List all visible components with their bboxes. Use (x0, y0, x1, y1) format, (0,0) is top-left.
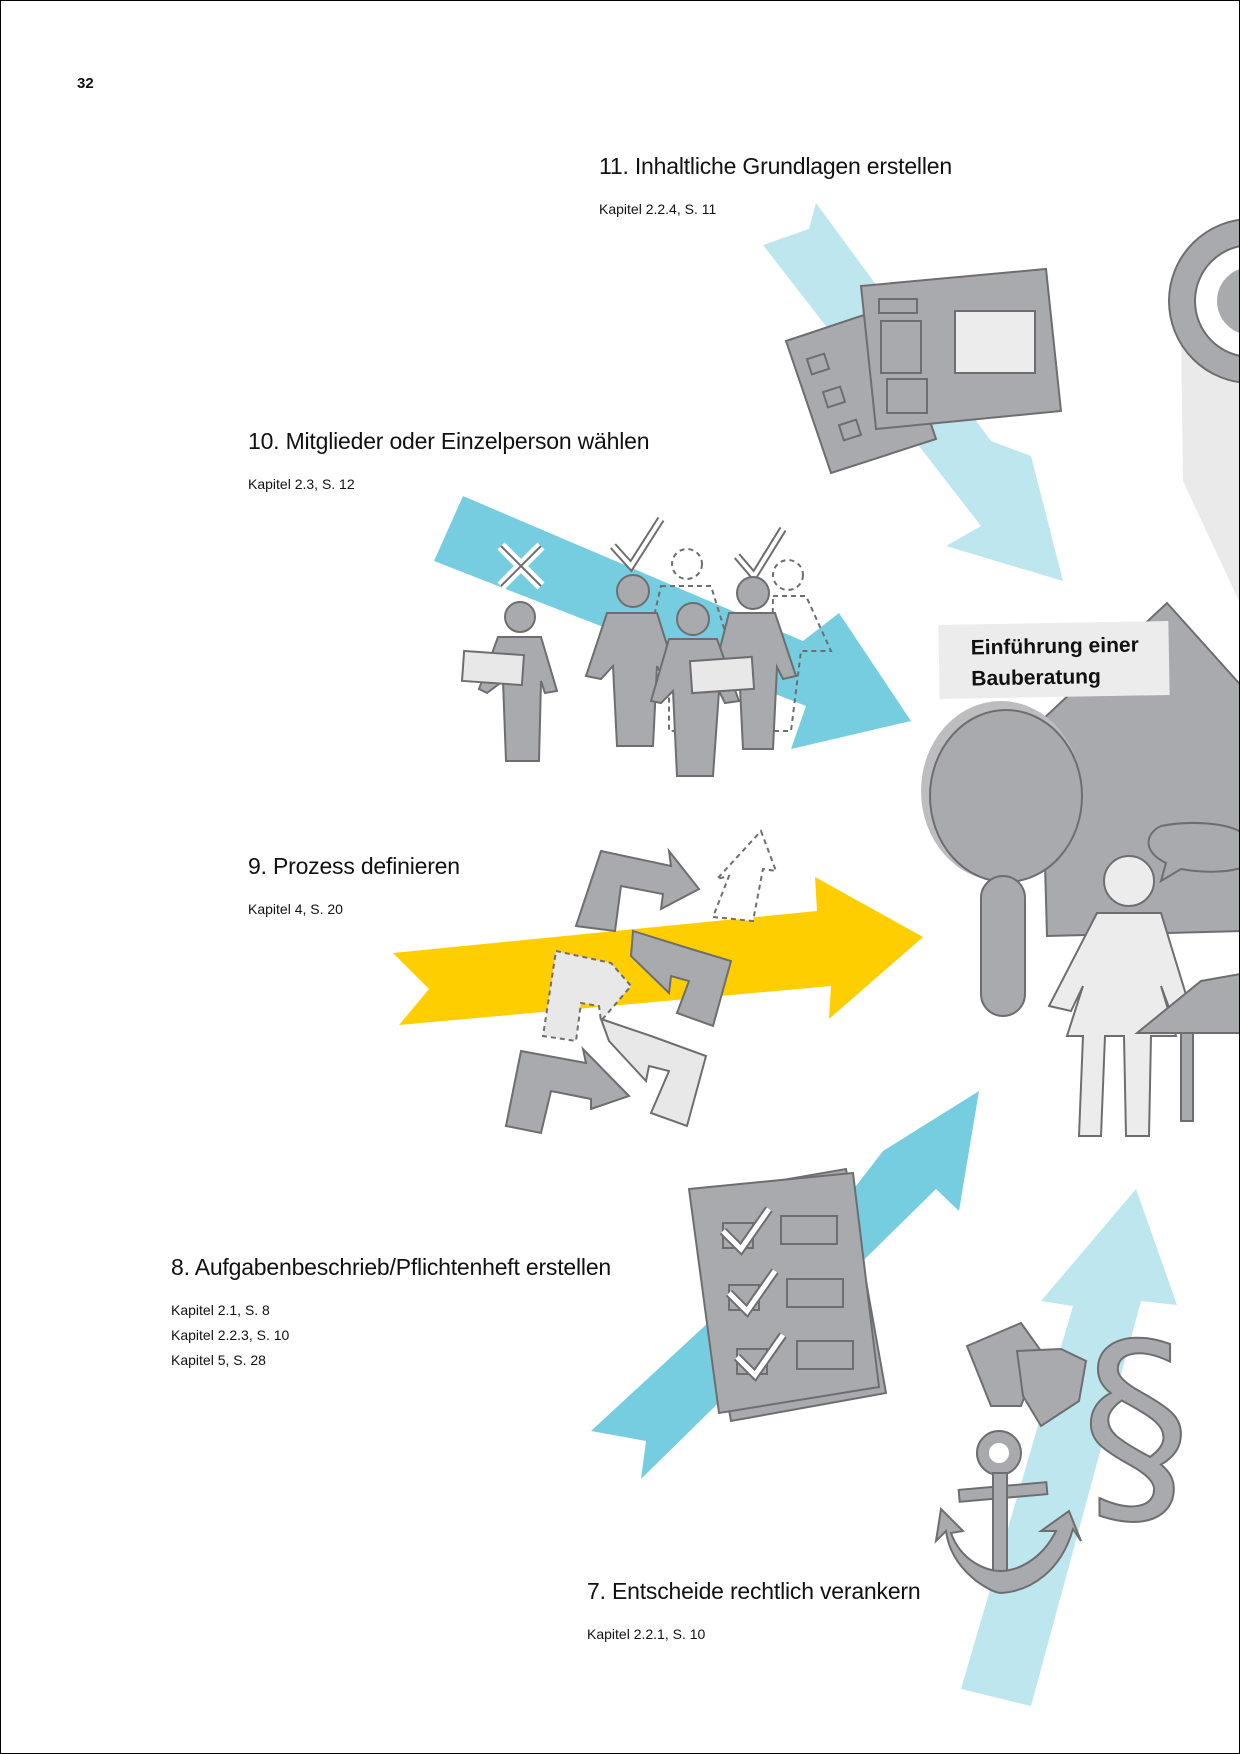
step-11-title: 11. Inhaltliche Grundlagen erstellen (599, 153, 952, 179)
step-9 (248, 853, 460, 922)
step-8-ref-2: Kapitel 2.2.3, S. 10 (171, 1326, 290, 1343)
center-label (938, 621, 1169, 699)
step-10-title: 10. Mitglieder oder Einzelperson wählen (248, 428, 650, 454)
step-10-ref: Kapitel 2.3, S. 12 (248, 475, 355, 492)
paragraph-icon: § (1081, 1297, 1191, 1553)
checklist-icon (689, 1169, 886, 1421)
page-number: 32 (77, 75, 94, 92)
step-11 (599, 153, 952, 222)
step-7-ref: Kapitel 2.2.1, S. 10 (587, 1625, 706, 1642)
infographic-illustration (1, 1, 1239, 1753)
step-8-ref-3: Kapitel 5, S. 28 (171, 1351, 266, 1368)
step-8 (171, 1254, 611, 1373)
center-label-text: Einführung einer Bauberatung (970, 633, 1139, 691)
step-11-ref: Kapitel 2.2.4, S. 11 (599, 200, 717, 217)
people-icon (462, 519, 831, 776)
step-7 (587, 1578, 920, 1647)
step-8-title: 8. Aufgabenbeschrieb/Pflichtenheft erstellen (171, 1254, 612, 1280)
step-9-title: 9. Prozess definieren (248, 853, 460, 879)
step-8-ref-1: Kapitel 2.1, S. 8 (171, 1301, 270, 1318)
step-10 (248, 428, 649, 497)
magnifier-icon (921, 701, 1082, 1016)
target-icon (1169, 219, 1239, 383)
step-7-title: 7. Entscheide rechtlich verankern (587, 1578, 921, 1604)
step-9-ref: Kapitel 4, S. 20 (248, 900, 343, 917)
